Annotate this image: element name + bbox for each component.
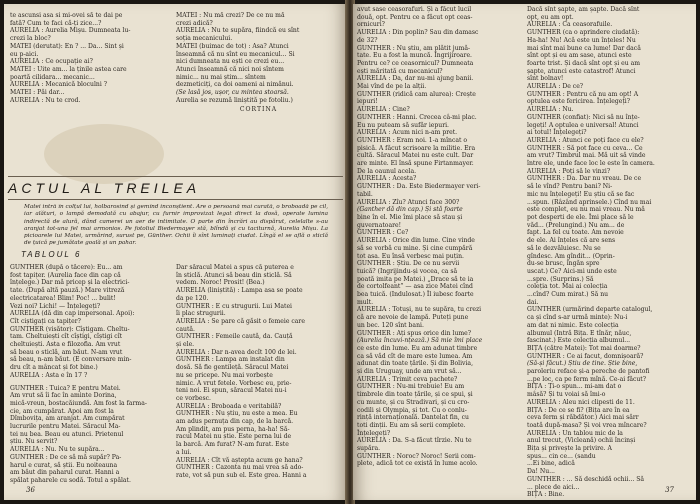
text-line: de ele. Ai înțeles că are sens — [527, 237, 616, 245]
text-line: nici dumneata nu ești ce crezi eu... — [176, 58, 285, 66]
text-line: AURELIA : Ca ceasorafuile. — [527, 21, 613, 29]
text-line: mic nu înțelegeți! Eu știu că se fac — [527, 190, 635, 198]
text-line: GUNTHER : Noroc? Noroc! Serii com- — [357, 452, 476, 460]
text-line: AURELIA : Atunci ce poți face cu ele? — [527, 136, 644, 144]
text-line: Dîmbovița, am aranjat. Am cumpărat — [10, 415, 125, 423]
scene-title: TABLOUL 6 — [21, 250, 82, 259]
text-line: Aurelia se rezumă liniștită pe fotoliu.) — [176, 96, 293, 104]
text-line: un bec. 120 sînt bani. — [357, 321, 424, 329]
text-line: GUNTHER : ... Să deschidă ochii... Să — [527, 475, 645, 483]
text-line: Dar săracul Matei a spus că puterea e — [176, 264, 294, 271]
text-line: cultă. Săracul Matei nu este cult. Dar — [357, 152, 474, 160]
text-line: GUNTHER : Da. Este Biedermayer veri- — [357, 183, 481, 191]
text-line: și ele. — [176, 341, 195, 349]
text-line: ca și cînd s-ar urmă minte): Nu-i — [527, 314, 628, 322]
text-line: iepuri! — [357, 98, 378, 106]
text-line: AURELIA : Din poplin? Sau din damasc — [357, 29, 479, 37]
text-line: Am vrut să îi fac în aminte Dorina, — [10, 392, 117, 400]
text-line: te ascunsi asa si mi-ovei să te dai pe — [10, 12, 123, 19]
text-line: tot asa. Eu însă verbesc mai puțin. — [357, 252, 464, 260]
text-line: AURELIA : Nu. Nu te supăra... — [10, 446, 105, 454]
text-line: GUNTHER (urmărind departe catalogul, — [527, 306, 653, 314]
text-line: de 32? — [357, 36, 378, 44]
text-line: AURELIA : Totuși, nu te supăra, tu crezi — [357, 306, 482, 314]
text-line: opt, eu am opt. — [527, 13, 574, 21]
text-line: nimic... nu mai știm... sîntem — [176, 73, 266, 81]
text-line: vedem. Noroc! Prosit! (Bea.) — [176, 279, 265, 287]
text-line: cheltuiești. Asta e filozofia. Am vrut — [10, 341, 121, 349]
text-line: AURELIA : Ce ocupație ai? — [10, 58, 93, 66]
act-title: ACTUL AL TREILEA — [8, 180, 201, 196]
text-line: între ele, unde face loc le este în camera. — [527, 160, 655, 168]
text-line: toti dinții. Eu am să serii complete. — [357, 421, 466, 429]
text-line: Dacă sînt șapte, am șapte. Dacă sînt — [527, 6, 640, 13]
text-line: AURELIA : Da, dar nu-mi ajung banii. — [357, 75, 474, 83]
text-line: BIȚA (către Matei): Tot mai doarme? — [527, 344, 641, 352]
text-line: GUNTHER : Hanni. Crecea câ-mi plac. — [357, 113, 477, 121]
text-line: racul Matei nu știe. Este perna lui de — [176, 433, 292, 441]
text-line: ...spre. (Surprins.) Să — [527, 275, 594, 283]
text-line: GUNTHER : Nu știu, am plătit jumă- — [357, 44, 471, 52]
text-line: (Ganther dă din cap.) Și stă foarte — [357, 206, 463, 214]
text-line: uscat.) Ce? Aici-mi unde este — [527, 267, 617, 275]
heading-rule-top — [8, 176, 343, 177]
text-line: electricatarea! Blim! Poc! ... bulit! — [10, 294, 116, 302]
text-line: ... plece de aici... — [527, 483, 580, 491]
text-line: MATEI : Uite am... la ținile astea care — [10, 65, 127, 73]
text-line: fascinat.) Este colecția albumul... — [527, 337, 631, 345]
text-line: lucrurile pentru Matei. Săracul Ma- — [10, 423, 121, 431]
text-line: am adus pernuța din cap, de la barcă. — [176, 418, 294, 426]
text-line: gîndesc. Am gîndit... (Oprin- — [527, 252, 615, 260]
text-line: GUNTHER : Ce ai facut, domnișoară? — [527, 352, 644, 360]
text-line: AURELIA : Cît vă aștepta acum ge hana? — [176, 456, 303, 464]
text-line: Eu nu puteam să sufăr iepuri. — [357, 121, 449, 129]
text-line: să beau, n-am băut. (E conversare min- — [10, 356, 132, 364]
text-line: AURELIA : Se pare că găsit o femeie care — [176, 317, 305, 325]
text-line: crezi adică? — [176, 19, 213, 27]
text-line: mâsă? Și tu voiai să îmi-o — [527, 391, 606, 399]
text-line: AURELIA : Nu. — [527, 106, 574, 114]
text-line: știu. Nu servit? — [10, 438, 58, 446]
text-line: soția mecanicului. — [176, 35, 233, 43]
text-line: văd... (Prelungind.) Nu am... de — [527, 221, 625, 229]
text-line: ornicuri? — [357, 21, 385, 29]
text-line: AURELIA : Broboada e veritabilă? — [176, 402, 282, 410]
text-line: Cît ciștigați ca tapițer? — [10, 317, 81, 325]
text-line: AURELIA : Cine? — [357, 106, 410, 114]
text-line: GUNTHER : Să pot face cu ceva... Ce — [527, 144, 643, 152]
text-line: de cortolfeant” — asa zice Matei cînd — [357, 283, 473, 291]
text-line: dru cît a mâncat și fot bine.) — [10, 364, 98, 372]
text-line: MATEI : Nu mă crezi? De ce nu mă — [176, 12, 285, 19]
text-line: înseamnă că nu sînt eu mecanicul... Si — [176, 50, 295, 58]
text-line: să beau o sticlă, am băut. N-am vrut — [10, 348, 123, 356]
text-line: cie, am cumpărat. Apoi am fost la — [10, 407, 114, 415]
text-line: AURELIA : De ce? — [527, 83, 584, 91]
text-line: GUNTHER : Nu știu, nu este a mea. Eu — [176, 410, 298, 418]
text-line: sînt bolnav! — [527, 75, 564, 83]
text-line: spus... cin ce... (sandu — [527, 452, 596, 460]
text-line: eu p-aici. — [10, 50, 39, 58]
text-line: (Aurelia încuvi-nțează.) Să mie îmi place — [357, 337, 483, 345]
text-line: MATEI (buimac de tot) : Asa? Atunci — [176, 42, 289, 50]
text-line: are minte. El însă spune Firtanmayer. — [357, 160, 474, 168]
text-line: sînt opt și eu am sase, atunci este — [527, 52, 632, 60]
text-line: să le dezvăluiesc. Nu se — [527, 244, 601, 252]
text-line: albumul (Intră Bița. E tînăr, năuc, — [527, 329, 632, 337]
text-line: AURELIA : Un tablou mic de la — [527, 429, 623, 437]
left-column-1-scene-dialogue — [10, 264, 170, 485]
text-line: da pe 120. — [176, 294, 209, 302]
text-line: MATEI : Păi dar... — [10, 89, 65, 97]
text-line: și din Uruguay, unde am vrut să... — [357, 368, 462, 376]
heading-rule-bottom — [8, 199, 343, 200]
text-line: pisică. A făcut scrisoare la militie. Era — [357, 144, 476, 152]
text-line: AURELIA : Nu te supăra, fiindcă eu sînt — [176, 27, 300, 35]
text-line: GUNTHER : Da. Dar nu vreau. De ce — [527, 175, 642, 183]
text-line: AURELIA : Aleu nici clipesti de 11. — [527, 398, 635, 406]
text-line: ai totul! Înțelegeți? — [527, 129, 587, 137]
text-line: ...pe loc, ca pe ferm mînă. Ce-ai făcut? — [527, 375, 647, 383]
text-line: AURELIA : Poți să le vinzi? — [527, 167, 611, 175]
text-line: Pentru ce? ce ceasornicul? Dumneata — [357, 59, 474, 67]
text-line: poată imita pe Matei.) „Drace să te ia — [357, 275, 474, 283]
text-line: GUNTHER (ca o aprindere ciudată): — [527, 29, 640, 37]
text-line: AURELIA : Dar n-avea decît 100 de lei. — [176, 348, 297, 356]
text-line: GUNTHER : Știu. De ce nu servii — [357, 260, 460, 268]
left-column-2-scene-dialogue — [176, 264, 341, 480]
text-line: Vezi noi? Lichi! — Înțelegeți? — [10, 302, 101, 310]
text-line: spălat paharele cu sodă. Totul a spălat. — [10, 476, 131, 484]
text-line: fapt. La fel cu toate. Am nevoie — [527, 229, 624, 237]
text-line: tabil. — [357, 190, 373, 198]
text-line: GUNTHER : De ce să mă supăr? Pa- — [10, 453, 122, 461]
text-line: GUNTHER : Ați spus orice din lume? — [357, 329, 472, 337]
text-line: fost tapițer. (Aurelia face din cap că — [10, 271, 121, 279]
text-line: BIȚA : De ce se fi? (Bița are în ea — [527, 406, 630, 414]
text-line: (Să-și făcut.) Știu de tine. Știe bine, — [527, 360, 638, 368]
text-line: mai sînt mai bune ca lume! Dar dacă — [527, 44, 641, 52]
text-line: guvernatoare! — [357, 221, 402, 229]
text-line: AURELIA : Mecanică bloculni ? — [10, 81, 107, 89]
text-line: ceva ferm și răbdător.) Aici mai sărr — [527, 414, 639, 422]
text-line: dosă. Să fie gentileță. Săracul Matei — [176, 364, 289, 372]
text-line: AURELIA : Nu te crod. — [10, 96, 81, 104]
text-line: du-se brusc, îngăn spre — [527, 260, 600, 268]
text-line: AURELIA (liniștită) : Lampa asa se poate — [176, 287, 303, 295]
text-line: BIȚA : Ți-o spun... mi-am dat o — [527, 383, 622, 391]
text-line: rate, vot să pun sub el. Este grea. Hanni a — [176, 471, 307, 479]
text-line: în sticlă. Atunci să beau din sticlă. Să — [176, 271, 292, 279]
text-line: GUNTHER (confiat): Nici să nu înțe- — [527, 113, 640, 121]
text-line: Atunci înseamnă că nici noi sîntem — [176, 65, 284, 73]
text-line: GUNTHER (după o tăcere): Eu... am — [10, 264, 123, 271]
text-line: plete, adică tot ce există în lume acolo. — [357, 460, 478, 468]
text-line: AURELIA : Aurelia Mișu. Dumneata lu- — [10, 27, 131, 35]
text-line: Bița și privește la privire. A — [527, 445, 612, 453]
text-line: teni noi. Ei spun, săracul Matei nu-i — [176, 387, 287, 395]
text-line: tei nu bea. Beau eu atunci. Prietenul — [10, 430, 124, 438]
text-line: tate. Eu a fost la muncă. Îngrijiroare. — [357, 52, 472, 60]
text-line: MATEI (derutat): En ? ... Da... Sint și — [10, 42, 124, 50]
text-line: Înțelegeți? — [357, 429, 391, 437]
text-line: am vrut? Timbrul mai. Mă uit să vinde — [527, 152, 646, 160]
text-line: dezmeticiți, ca doi oameni ai nimănui. — [176, 81, 294, 89]
text-line: GUNTHER : Eram noi. 1-a mîncat o — [357, 136, 468, 144]
text-line: poartă cilidara... mecanic... — [10, 73, 95, 81]
text-line: anul trecut, (Vicleană) ochii încinși — [527, 437, 636, 445]
text-line: GUNTHER : Ce? — [357, 229, 409, 237]
text-line: pot desperti de ele. Îmi place să le — [527, 213, 634, 221]
text-line: ...cînd? Cum mirat.) Să nu — [527, 291, 609, 299]
right-page — [353, 4, 696, 500]
text-line: GUNTHER (visător): Cîștigam. Cheltu- — [10, 325, 130, 333]
text-line: rință internațională. Dantelat fin, cu — [357, 414, 469, 422]
text-line: foarte trist. Și dacă sînt opt și eu am — [527, 59, 641, 67]
text-line: GUNTHER : Tuica? E pentru Matei. — [10, 384, 121, 392]
text-line: crezi la bloc? — [10, 35, 51, 43]
text-line: AURELIA : Acum nici n-am pret. — [357, 129, 458, 137]
text-line: AURELIA (dă din cap impersonal. Apoi): — [10, 310, 135, 318]
text-line: cu munte, și cu Stradivari, și cu cro- — [357, 398, 470, 406]
text-line: BIȚA : Bine. — [527, 491, 565, 499]
text-line: să se vorbă cu mine. Și cine cumpără — [357, 244, 473, 252]
text-line: ce vorbesc. — [176, 394, 211, 402]
left-page — [4, 4, 347, 500]
text-line: (Se lasă jos, ușor, cu mintea stoarsă. — [176, 89, 289, 97]
text-line: toată după-masa? Și voi vrea mîncare? — [527, 421, 647, 429]
text-line: GUNTHER : Lampa am instalat din — [176, 356, 285, 364]
text-line: AURELIA : Acesta? — [357, 175, 417, 183]
right-column-2-dialogue — [527, 6, 692, 499]
text-line: am băut din paharul curat. Hanni a — [10, 469, 120, 477]
text-line: ca să văd cît de mare este lumea. Am — [357, 352, 473, 360]
text-line: mică-vreun, bostacăiundă. Am fost la farma- — [10, 399, 147, 407]
text-line: GUNTHER : Nu-mi trebuie! Eu am — [357, 383, 465, 391]
text-line: codili și Olympia, și tot. Cu o conlu- — [357, 406, 467, 414]
text-line: bine în el. Mie îmi place să stau și — [357, 213, 463, 221]
text-line: adunat din toate țările. Și din Bolivia, — [357, 360, 474, 368]
text-line: GUNTHER : Femeile caută, da. Cauță — [176, 333, 293, 341]
text-line: îi plac strugurii. — [176, 310, 226, 318]
text-line: nimic. A vrut fetele. Vorbesc eu, prie- — [176, 379, 292, 387]
text-line: CORTINA — [239, 106, 278, 114]
text-line: înțelege.) Dar mă pricep și la electrici- — [10, 279, 130, 287]
text-line: tate. (După altă pauză.) Mare vitreză — [10, 287, 125, 295]
text-line: AURELIA : Orice din lume. Cine vinde — [357, 237, 475, 245]
text-line: șapte, atunci este catastrof! Atunci — [527, 67, 636, 75]
text-line: am dat ni nimic. Este colecția — [527, 321, 619, 329]
text-line: paroleriu reface și-a pereche de pantofi — [527, 368, 650, 376]
text-line: GUNTHER : Cazonta nu mai vrea să ado- — [176, 464, 304, 472]
text-line: Da! Nu... — [527, 468, 555, 476]
text-line: nu se pricepe. Nu mai vorbește — [176, 371, 273, 379]
text-line: bea tuică. (Indulosat.) Îl iubesc foarte — [357, 291, 474, 299]
text-line: a lui. — [176, 448, 192, 456]
text-line: caută. — [176, 325, 195, 333]
text-line: că are nevoie de lampă. Puteți pune — [357, 314, 469, 322]
text-line: timbrele din toate țările, și ce spui, și — [357, 391, 473, 399]
text-line: la barcă. Am furat? N-am furat. Este — [176, 441, 289, 449]
text-line: două, opt. Pentru ce a făcut opt ceas- — [357, 13, 473, 21]
text-line: ce este din lume. Eu am adunat timbre — [357, 344, 478, 352]
text-line: Ha-ha! Nu! Acă este un înțeles! Nu — [527, 36, 636, 44]
text-line: ...Ei bine, adică — [527, 460, 575, 468]
text-line: ești măritată cu mecanicul? — [357, 67, 443, 75]
text-line: coleția tot. Mai ai colecția — [527, 283, 608, 291]
text-line: este complet, eu nu mai vreau. Nu mă — [527, 206, 645, 214]
text-line: harul e curat, să știi. Eu noiteauna — [10, 461, 118, 469]
text-line: fată? Cum te faci că-ți zice...? — [10, 19, 102, 27]
left-column-1-dialogue — [10, 12, 170, 104]
left-column-2-dialogue — [176, 12, 341, 114]
text-line: GUNTHER : Pentru că nu am opt! A — [527, 90, 639, 98]
text-line: ...spun. (Râzând aprinsele.) Cînd nu mai — [527, 198, 652, 206]
text-line: GUNTHER (ridică cam alurea): Crește — [357, 90, 476, 98]
text-line: Mai vînd de pe la alții. — [357, 83, 427, 91]
stage-direction: Matei intră în colțul lui, holbarosind și gemînd inconștient. Are o persoană mai curată, o broboadă pe cil, iar alături, o lampă demodată cu abajur, cu furnir improvizat legat direct la dosă, operate lumina indirectă de alură, dând camerei un aer de intimitate. O parte din încrări au dispărut, celelalte s-au aranjat tot-una fel mai armonios. Pe fotoliul Biedermayer stă, blîndă și cu taciturnă, Aurelia Mișu. La picioarele lui Matei, urmărind, surust pe, Günther. Ochii îi sînt luminați ciudat. Lîngă el se află o sticlă de țuică pe jumătate goală și un pahar. — [24, 204, 328, 247]
right-column-1-dialogue — [357, 6, 520, 468]
page-number-right: 37 — [665, 486, 674, 494]
text-line: dai. — [527, 298, 539, 306]
text-line: AURELIA : Trimit ceva pachete? — [357, 375, 458, 383]
text-line: optulea este fericirea. Înțelegeți? — [527, 98, 631, 106]
text-line: tam. Cheltuiești cît cîștigi, cîștigi cît — [10, 333, 123, 341]
text-line: AURELIA : Zîu? Atunci face 300? — [357, 198, 460, 206]
text-line: AURELIA : Asta e în 17 ? — [10, 371, 88, 379]
text-line: De la oaunul acela. — [357, 167, 417, 175]
act-heading — [8, 172, 343, 202]
text-line: Am plindit, am pus perna, ha-ha! Să- — [176, 425, 290, 433]
text-line: legeți! A optulea e universal! Atunci — [527, 121, 639, 129]
text-line: AURELIA : Da. S-a făcut tîrzie. Nu te — [357, 437, 472, 445]
text-line: mult. — [357, 298, 374, 306]
page-number-left: 36 — [26, 486, 35, 494]
text-line: GUNTHER : E cu strugurii. Lui Matei — [176, 302, 292, 310]
text-line: să le vînd? Pentru bani? Ni- — [527, 183, 613, 191]
text-line: tuică? (Ingrijindu-și vocea, ca să — [357, 267, 458, 275]
text-line: avut sase ceasorafuri. Și a făcut lucil — [357, 6, 472, 13]
text-line: supăra. — [357, 445, 381, 453]
